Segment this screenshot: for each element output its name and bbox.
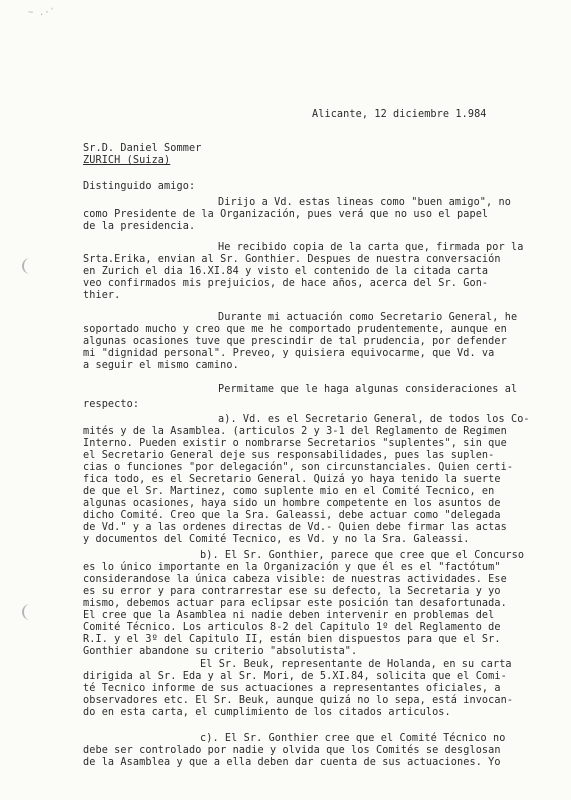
paragraph-line: do en esta carta, el cumplimiento de los citados articulos.	[83, 707, 451, 718]
punch-hole-top	[22, 258, 38, 274]
recipient-city: ZURICH (Suiza)	[83, 155, 171, 166]
paragraph-line: c). El Sr. Gonthier cree que el Comité Técnico no	[200, 733, 506, 744]
paragraph-line: de Vd." y a las ordenes directas de Vd.- Quien debe firmar las actas	[83, 522, 507, 533]
paragraph-line: veo confirmados mis prejuicios, de hace años, acerca del Sr. Gon-	[83, 278, 489, 289]
paragraph-line: Dirijo a Vd. estas lineas como "buen amigo", no	[218, 197, 511, 208]
paragraph-line: Permitame que le haga algunas consideraciones al	[218, 384, 518, 395]
paragraph-line: El cree que la Asamblea ni nadie deben intervenir en problemas del	[83, 610, 495, 621]
corner-scribble: ~ .·`	[28, 8, 56, 18]
paragraph-line: Interno. Pueden existir o nombrarse Secretarios "suplentes", sin que	[83, 438, 507, 449]
punch-hole-bottom	[22, 604, 38, 620]
paragraph-line: té Tecnico informe de sus actuaciones a representantes oficiales, a	[83, 683, 501, 694]
paragraph-line: el Secretario General deje sus responsabilidades, pues las suplen-	[83, 450, 495, 461]
paragraph-line: cias o funciones "por delegación", son circunstanciales. Quien certi-	[83, 462, 514, 473]
paragraph-line: El Sr. Beuk, representante de Holanda, en su carta	[200, 659, 512, 670]
paragraph-line: considerandose la única cabeza visible: de nuestras actividades. Ese	[83, 574, 507, 585]
paragraph-line: mités y de la Asamblea. (articulos 2 y 3-1 del Reglamento de Regimen	[83, 426, 507, 437]
paragraph-line: respecto:	[83, 399, 140, 410]
paragraph-line: de la presidencia.	[83, 221, 196, 232]
paragraph-line: en Zurich el dia 16.XI.84 y visto el contenido de la citada carta	[83, 266, 489, 277]
paragraph-line: como Presidente de la Organización, pues verá que no uso el papel	[83, 209, 489, 220]
paragraph-line: dicho Comité. Creo que la Sra. Galeassi, debe actuar como "delegada	[83, 510, 501, 521]
paragraph-line: b). El Sr. Gonthier, parece que cree que el Concurso	[200, 550, 525, 561]
paragraph-line: mismo, debemos actuar para eclipsar este posición tan desafortunada.	[83, 598, 507, 609]
recipient-name: Sr.D. Daniel Sommer	[83, 143, 202, 154]
paragraph-line: a). Vd. es el Secretario General, de todos los Co-	[218, 414, 530, 425]
paragraph-line: Srta.Erika, envian al Sr. Gonthier. Despues de nuestra conversación	[83, 254, 501, 265]
paragraph-line: Comité Técnico. Los articulos 8-2 del Capitulo 1º del Reglamento de	[83, 622, 501, 633]
paragraph-line: R.I. y el 3º del Capitulo II, están bien dispuestos para que el Sr.	[83, 634, 501, 645]
paragraph-line: mi "dignidad personal". Preveo, y quisiera equivocarme, que Vd. va	[83, 348, 495, 359]
paragraph-line: Durante mi actuación como Secretario General, he	[218, 312, 518, 323]
greeting: Distinguido amigo:	[83, 181, 196, 192]
paragraph-line: observadores etc. El Sr. Beuk, aunque quizá no lo sepa, está invocan-	[83, 695, 514, 706]
paragraph-line: y documentos del Comité Tecnico, es Vd. y no la Sra. Galeassi.	[83, 534, 470, 545]
paragraph-line: es lo único importante en la Organización y que él es el "factótum"	[83, 562, 501, 573]
paragraph-line: algunas ocasiones tuve que prescindir de tal prudencia, por defender	[83, 336, 507, 347]
paragraph-line: es su error y para contrarrestar ese su defecto, la Secretaria y yo	[83, 586, 501, 597]
paragraph-line: thier.	[83, 290, 121, 301]
paragraph-line: Gonthier abandone su criterio "absolutista".	[83, 646, 358, 657]
paragraph-line: He recibido copia de la carta que, firmada por la	[218, 242, 524, 253]
paragraph-line: algunas ocasiones, haya sido un hombre competente en los asuntos de	[83, 498, 501, 509]
paragraph-line: fica todo, es el Secretario General. Quizá yo haya tenido la suerte	[83, 474, 501, 485]
paragraph-line: dirigida al Sr. Eda y al Sr. Mori, de 5.XI.84, solicita que el Comi-	[83, 671, 507, 682]
paragraph-line: de la Asamblea y que a ella deben dar cuenta de sus actuaciones. Yo	[83, 757, 501, 768]
paragraph-line: debe ser controlado por nadie y olvida que los Comités se desglosan	[83, 745, 501, 756]
date-line: Alicante, 12 diciembre 1.984	[312, 109, 487, 120]
paragraph-line: de que el Sr. Martinez, como suplente mio en el Comité Tecnico, en	[83, 486, 495, 497]
paragraph-line: a seguir el mismo camino.	[83, 360, 239, 371]
paragraph-line: soportado mucho y creo que me he comportado prudentemente, aunque en	[83, 324, 507, 335]
